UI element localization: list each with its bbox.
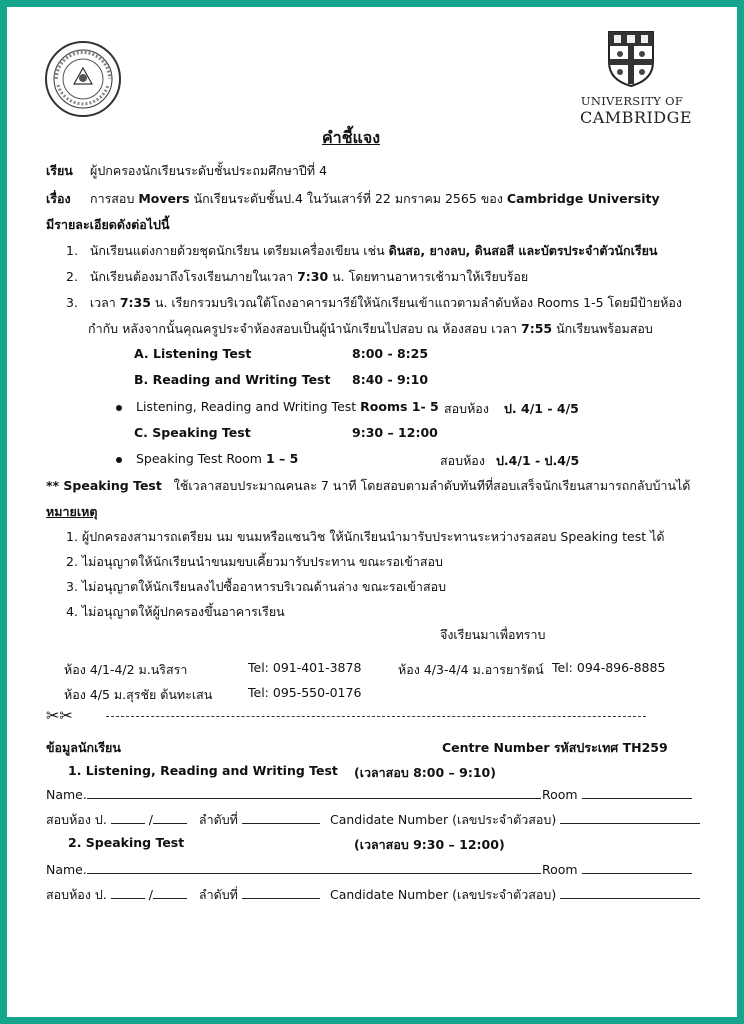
item-1 bbox=[66, 241, 657, 261]
item-2-text-a: นักเรียนต้องมาถึงโรงเรียนภายในเวลา bbox=[89, 269, 294, 284]
bullet-1-classes: ป. 4/1 - 4/5 bbox=[504, 401, 579, 416]
class-line[interactable] bbox=[111, 886, 145, 899]
item-3-text-a: เวลา bbox=[89, 295, 116, 310]
item-3-time: 7:35 bbox=[119, 295, 151, 310]
contact-2-room: ห้อง 4/3-4/4 ม.อารยารัตน์ bbox=[398, 662, 544, 677]
room-exam-label: สอบห้อง ป. bbox=[46, 887, 107, 902]
closing-text: จึงเรียนมาเพื่อทราบ bbox=[440, 627, 546, 642]
item-2-time: 7:30 bbox=[297, 269, 329, 284]
room-field-1[interactable] bbox=[542, 786, 692, 802]
item-3-line2-b: นักเรียนพร้อมสอบ bbox=[556, 321, 653, 336]
item-2-num: 2. bbox=[66, 269, 78, 284]
university-line1: UNIVERSITY OF bbox=[580, 94, 684, 108]
bullet-2-room-label: สอบห้อง bbox=[440, 453, 485, 468]
order-line[interactable] bbox=[242, 811, 320, 824]
schedule-b-time: 8:40 - 9:10 bbox=[352, 372, 429, 387]
room-line[interactable] bbox=[582, 786, 692, 799]
schedule-b-label: B. Reading and Writing Test bbox=[134, 372, 331, 387]
contact-1-room: ห้อง 4/1-4/2 ม.นริสรา bbox=[64, 662, 188, 677]
exam-row-2 bbox=[46, 885, 320, 905]
university-wordmark bbox=[580, 94, 693, 127]
subject-label: เรื่อง bbox=[46, 191, 71, 206]
speaking-note-text: ใช้เวลาสอบประมาณคนละ 7 นาที โดยสอบตามลำดับทันทีที่สอบเสร็จนักเรียนสามารถกลับบ้านได้ bbox=[173, 478, 691, 493]
schedule-a-label: A. Listening Test bbox=[134, 346, 252, 361]
bullet-2-text: Speaking Test Room bbox=[136, 451, 262, 466]
item-2-text-b: น. โดยทานอาหารเช้ามาให้เรียบร้อย bbox=[332, 269, 529, 284]
order-label: ลำดับที่ bbox=[198, 887, 238, 902]
item-1-text: นักเรียนแต่งกายด้วยชุดนักเรียน เตรียมเครื่องเขียน เช่น bbox=[89, 243, 385, 258]
class-line[interactable] bbox=[111, 811, 145, 824]
item-1-bold: ดินสอ, ยางลบ, ดินสอสี และบัตรประจำตัวนักเรียน bbox=[388, 243, 658, 258]
name-label: Name. bbox=[46, 862, 87, 877]
candidate-label: Candidate Number (เลขประจำตัวสอบ) bbox=[330, 812, 557, 827]
schedule-c-label: C. Speaking Test bbox=[134, 425, 251, 440]
name-line[interactable] bbox=[87, 861, 541, 874]
section-1-title: 1. Listening, Reading and Writing Test bbox=[68, 763, 338, 778]
bullet-2-classes: ป.4/1 - ป.4/5 bbox=[496, 453, 580, 468]
subject-movers: Movers bbox=[138, 191, 190, 206]
to-text: ผู้ปกครองนักเรียนระดับชั้นประถมศึกษาปีที่ 4 bbox=[90, 163, 328, 178]
item-3-line2-a: กำกับ หลังจากนั้นคุณครูประจำห้องสอบเป็นผู้นำนักเรียนไปสอบ ณ ห้องสอบ เวลา bbox=[88, 321, 518, 336]
room-exam-label: สอบห้อง ป. bbox=[46, 812, 107, 827]
slash: / bbox=[148, 887, 153, 902]
name-label: Name. bbox=[46, 787, 87, 802]
name-field-1[interactable] bbox=[46, 786, 541, 802]
name-field-2[interactable] bbox=[46, 861, 541, 877]
cut-line bbox=[106, 716, 646, 717]
remark-1: 1. ผู้ปกครองสามารถเตรียม นม ขนมหรือแซนวิช ให้นักเรียนนำมารับประทานระหว่างรอสอบ Speaking test ได้ bbox=[66, 529, 665, 544]
scissors-icon: ✂✂ bbox=[46, 706, 73, 725]
candidate-label: Candidate Number (เลขประจำตัวสอบ) bbox=[330, 887, 557, 902]
schedule-bullet-1 bbox=[116, 399, 439, 414]
item-3-text-b: น. เรียกรวมบริเวณใต้โถงอาคารมารีย์ให้นักเรียนเข้าแถวตามลำดับห้อง Rooms 1-5 โดยมีป้ายห้อง bbox=[154, 295, 683, 310]
remark-3: 3. ไม่อนุญาตให้นักเรียนลงไปซื้ออาหารบริเวณด้านล่าง ขณะรอเข้าสอบ bbox=[66, 579, 447, 594]
remark-4: 4. ไม่อนุญาตให้ผู้ปกครองขึ้นอาคารเรียน bbox=[66, 604, 285, 619]
section-1-time: (เวลาสอบ 8:00 – 9:10) bbox=[354, 765, 496, 780]
class-line[interactable] bbox=[153, 811, 187, 824]
item-3-line2 bbox=[88, 319, 653, 339]
item-2 bbox=[66, 267, 528, 287]
centre-number: Centre Number รหัสประเทศ TH259 bbox=[442, 740, 668, 755]
order-label: ลำดับที่ bbox=[198, 812, 238, 827]
candidate-field-2[interactable] bbox=[330, 885, 700, 905]
bullet-1-text: Listening, Reading and Writing Test bbox=[136, 399, 357, 414]
bullet-2-rooms: 1 – 5 bbox=[265, 451, 299, 466]
bullet-1-room-label: สอบห้อง bbox=[444, 401, 489, 416]
contact-1-tel: Tel: 091-401-3878 bbox=[248, 660, 362, 675]
subject-line bbox=[90, 189, 660, 209]
room-label: Room bbox=[542, 787, 578, 802]
cambridge-crest-icon bbox=[607, 30, 655, 88]
candidate-line[interactable] bbox=[560, 886, 700, 899]
section-2-time: (เวลาสอบ 9:30 – 12:00) bbox=[354, 837, 505, 852]
schedule-bullet-2 bbox=[116, 451, 298, 466]
candidate-line[interactable] bbox=[560, 811, 700, 824]
room-line[interactable] bbox=[582, 861, 692, 874]
slash: / bbox=[148, 812, 153, 827]
class-line[interactable] bbox=[153, 886, 187, 899]
item-3 bbox=[66, 293, 682, 313]
name-line[interactable] bbox=[87, 786, 541, 799]
remarks-heading: หมายเหตุ bbox=[46, 504, 98, 519]
exam-row-1 bbox=[46, 810, 320, 830]
speaking-note bbox=[46, 476, 690, 496]
item-3-line2-time: 7:55 bbox=[521, 321, 553, 336]
contact-3-tel: Tel: 095-550-0176 bbox=[248, 685, 362, 700]
room-field-2[interactable] bbox=[542, 861, 692, 877]
subject-mid: นักเรียนระดับชั้นป.4 ในวันเสาร์ที่ 22 มกราคม 2565 ของ bbox=[193, 191, 503, 206]
school-seal-icon bbox=[44, 40, 122, 118]
bullet-icon bbox=[116, 457, 122, 463]
order-line[interactable] bbox=[242, 886, 320, 899]
remark-2: 2. ไม่อนุญาตให้นักเรียนนำขนมขบเคี้ยวมารับประทาน ขณะรอเข้าสอบ bbox=[66, 554, 443, 569]
schedule-a-time: 8:00 - 8:25 bbox=[352, 346, 429, 361]
contact-3-room: ห้อง 4/5 ม.สุรชัย ต้นทะเสน bbox=[64, 687, 213, 702]
candidate-field-1[interactable] bbox=[330, 810, 700, 830]
room-label: Room bbox=[542, 862, 578, 877]
item-3-num: 3. bbox=[66, 295, 78, 310]
section-2-title: 2. Speaking Test bbox=[68, 835, 185, 850]
contact-2-tel: Tel: 094-896-8885 bbox=[552, 660, 666, 675]
bullet-1-rooms: Rooms 1- 5 bbox=[360, 399, 439, 414]
schedule-c-time: 9:30 – 12:00 bbox=[352, 425, 438, 440]
university-line2: CAMBRIDGE bbox=[580, 108, 693, 127]
speaking-note-bold: ** Speaking Test bbox=[46, 478, 162, 493]
to-label: เรียน bbox=[46, 163, 73, 178]
bullet-icon bbox=[116, 405, 122, 411]
student-info-heading: ข้อมูลนักเรียน bbox=[46, 740, 121, 755]
page-title: คำชี้แจง bbox=[322, 128, 381, 147]
item-1-num: 1. bbox=[66, 243, 78, 258]
subject-pre: การสอบ bbox=[90, 191, 135, 206]
subject-cambridge: Cambridge University bbox=[506, 191, 660, 206]
details-heading: มีรายละเอียดดังต่อไปนี้ bbox=[46, 217, 170, 232]
